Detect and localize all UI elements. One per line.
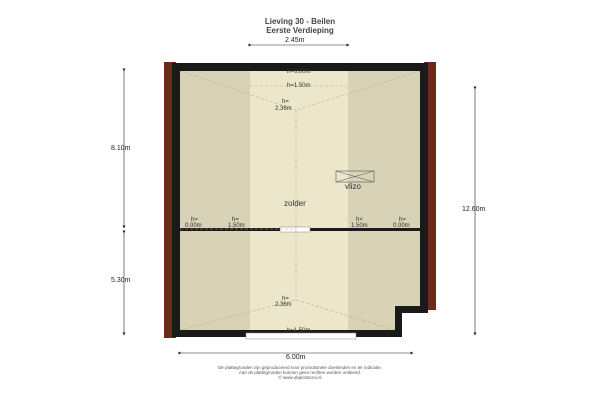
height-right-outer-prefix: h= bbox=[399, 217, 406, 223]
height-lower-center-value: 2.36m bbox=[275, 302, 292, 308]
height-upper-center-value: 2.36m bbox=[275, 106, 292, 112]
dim-left-lower: 5.30m bbox=[111, 277, 131, 284]
height-left-inner-value: 1.50m bbox=[228, 223, 245, 229]
footer-disclaimer-1: De plattegronden zijn geproduceerd voor promotionele doeleinden en ter indicatie. bbox=[218, 365, 382, 370]
height-top-ridge: h=0.00m bbox=[287, 69, 311, 75]
height-left-inner-prefix: h= bbox=[232, 217, 239, 223]
dim-left-upper: 8.10m bbox=[111, 145, 131, 152]
height-left-outer-prefix: h= bbox=[191, 217, 198, 223]
height-upper-center-prefix: h= bbox=[282, 99, 289, 105]
plan-subtitle: Eerste Verdieping bbox=[266, 26, 334, 35]
dim-top-width: 2.45m bbox=[285, 37, 305, 44]
height-left-outer-value: 0.00m bbox=[185, 223, 202, 229]
dim-bottom-width: 6.00m bbox=[286, 354, 306, 361]
height-top-inner: h=1.50m bbox=[287, 83, 311, 89]
height-right-outer-value: 0.00m bbox=[393, 223, 410, 229]
height-right-inner-prefix: h< bbox=[356, 217, 363, 223]
dim-right-total: 12.60m bbox=[462, 206, 486, 213]
interior-door bbox=[280, 227, 310, 232]
height-lower-center-prefix: h= bbox=[282, 296, 289, 302]
room-label-hatch: vlizo bbox=[345, 182, 362, 191]
height-bottom-inner: h=1.50m bbox=[287, 328, 311, 334]
footer-disclaimer-2: Aan de plattegronden kunnen geen rechten worden ontleend. bbox=[238, 370, 362, 375]
footer-disclaimer-3: © www.objectstoroi.nl bbox=[278, 375, 322, 380]
height-right-inner-value: 1.50m bbox=[351, 223, 368, 229]
room-label-attic: zolder bbox=[284, 199, 306, 208]
plan-title: Lieving 30 - Beilen bbox=[264, 17, 336, 26]
